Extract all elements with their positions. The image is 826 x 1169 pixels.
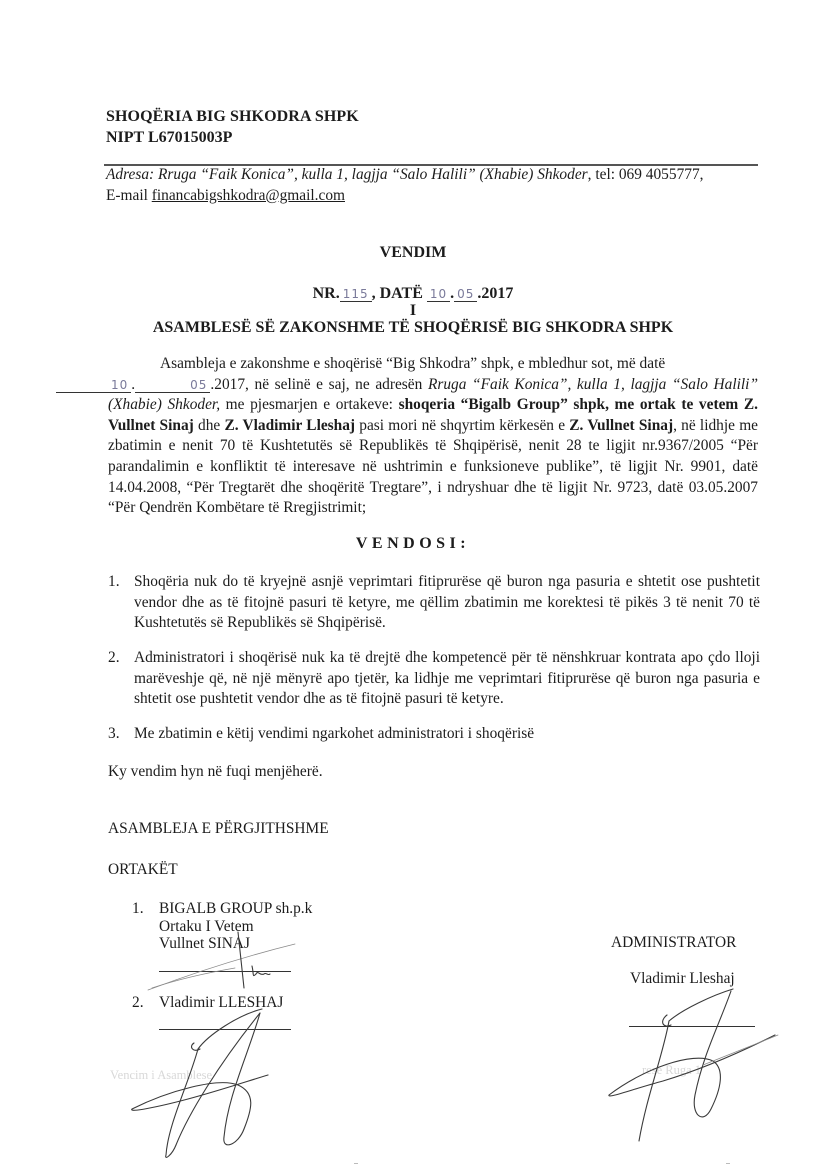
date-separator: . — [131, 375, 136, 393]
intro-text: dhe — [193, 416, 225, 434]
email-label: E-mail — [106, 187, 152, 204]
partner-person: Vladimir LLESHAJ — [159, 994, 284, 1011]
company-address — [106, 166, 704, 184]
title-connector: I — [409, 302, 417, 319]
intro-text: .2017, në selinë e saj, ne adresën — [210, 375, 428, 393]
handwritten-date-month: 05 — [135, 378, 210, 393]
handwritten-signature-icon — [140, 930, 300, 990]
handwritten-date-month: 05 — [454, 287, 477, 302]
partner-role: Ortaku I Vetem — [159, 917, 254, 935]
decision-item-text: Administratori i shoqërisë nuk ka të drejtë dhe kompetencë për të nënshkruar kontrata apo çdo lloji marëveshje që, në një mënyrë apo tjetër, ka lidhje me veprimtari fitiprurëse që buron nga pasuria e shtetit ose pushtetit vendor dhe as të fitojnë pasuri të ketyre. — [134, 649, 760, 708]
closing-statement: Ky vendim hyn në fuqi menjëherë. — [108, 763, 323, 780]
intro-text: , në lidhje me zbatimin e nenit 70 të Kushtetutës së Republikës të Shqipërisë, nenit 28 te ligjit nr.9367/2005 “Për parandalimin e konfliktit të interesave në ushtrimin e funksioneve publike”, të ligjit Nr. 9901, datë 14.04.2008, “Për Tregtarët dhe shoqëritë Tregtare”, i ndryshuar dhe të ligjit Nr. 9723, datë 03.05.2007 “Për Qendrën Kombëtare të Rregjistrimit; — [108, 416, 758, 517]
handwritten-signature-icon — [603, 985, 778, 1145]
intro-text: Asambleja e zakonshme e shoqërisë “Big Shkodra” shpk, e mbledhur sot, më datë — [160, 355, 666, 372]
intro-address: Rruga “Faik Konica”, kulla 1, lagjja “Salo Halili” (Xhabie) Shkoder, — [108, 375, 759, 414]
general-assembly-label: ASAMBLEJA E PËRGJITHSHME — [108, 820, 329, 837]
intro-text: pasi mori në shqyrtim kërkesën e — [355, 416, 570, 434]
scan-artifact — [726, 1163, 730, 1164]
date-prefix: , DATË — [371, 285, 423, 302]
partner-company-name: shoqeria “Bigalb Group” shpk, me ortak te vetem Z. Vullnet Sinaj — [108, 396, 758, 434]
partner-person: Vullnet SINAJ — [159, 935, 250, 952]
partner-name: Z. Vladimir Lleshaj — [224, 416, 356, 434]
company-email — [106, 187, 345, 205]
decision-item-number: 2. — [108, 649, 120, 666]
company-nipt: NIPT L67015003P — [106, 129, 233, 146]
decision-item-text: Shoqëria nuk do të kryejnë asnjë veprimtari fitiprurëse që buron nga pasuria e shtetit ose pushtetit vendor dhe as të fitojnë pasuri të ketyre, me qëllim zbatimin me korektesi të pikës 3 të nenit 70 të Kushtetutës së Republikës së Shqipërisë. — [134, 573, 760, 632]
address-text: Adresa: Rruga “Faik Konica”, kulla 1, lagjja “Salo Halili” (Xhabie) Shkoder — [106, 166, 588, 183]
partner-company: BIGALB GROUP sh.p.k — [159, 900, 313, 917]
administrator-label: ADMINISTRATOR — [611, 934, 737, 951]
administrator-name: Vladimir Lleshaj — [630, 970, 735, 987]
date-year: .2017 — [477, 285, 514, 302]
partner-number: 1. — [132, 900, 144, 917]
decision-number-date — [0, 285, 826, 303]
scan-artifact — [354, 1163, 358, 1164]
decision-item-text: Me zbatimin e këtij vendimi ngarkohet administratori i shoqërisë — [134, 725, 535, 742]
partners-label: ORTAKËT — [108, 861, 178, 878]
email-link[interactable]: financabigshkodra@gmail.com — [151, 187, 345, 204]
decision-item-number: 1. — [108, 573, 120, 590]
handwritten-date-day: 10 — [427, 287, 450, 302]
requester-name: Z. Vullnet Sinaj — [569, 416, 674, 434]
decision-heading: VENDOSI: — [355, 535, 471, 552]
faint-footer-text: Vencim i Asamblese — [110, 1068, 213, 1082]
decision-item-number: 3. — [108, 725, 120, 742]
document-title: VENDIM — [379, 244, 447, 261]
handwritten-date-day: 10 — [56, 378, 131, 393]
intro-paragraph — [108, 354, 758, 519]
intro-text: me pjesmarjen e ortakeve: — [220, 396, 399, 414]
faint-footer-text: rese Ruga 1 — [642, 1063, 702, 1077]
date-separator: . — [450, 285, 455, 302]
company-name: SHOQËRIA BIG SHKODRA SHPK — [106, 108, 359, 125]
nr-prefix: NR. — [312, 285, 340, 302]
assembly-title-heading: ASAMBLESË SË ZAKONSHME TË SHOQËRISË BIG SHKODRA SHPK — [152, 319, 674, 336]
partner-number: 2. — [132, 994, 144, 1011]
handwritten-signature-icon — [128, 1005, 268, 1165]
decision-item — [108, 648, 760, 710]
handwritten-decision-number: 115 — [340, 287, 372, 302]
decision-item — [108, 724, 760, 745]
decision-item — [108, 572, 760, 634]
address-telephone: , tel: 069 4055777, — [587, 166, 704, 183]
